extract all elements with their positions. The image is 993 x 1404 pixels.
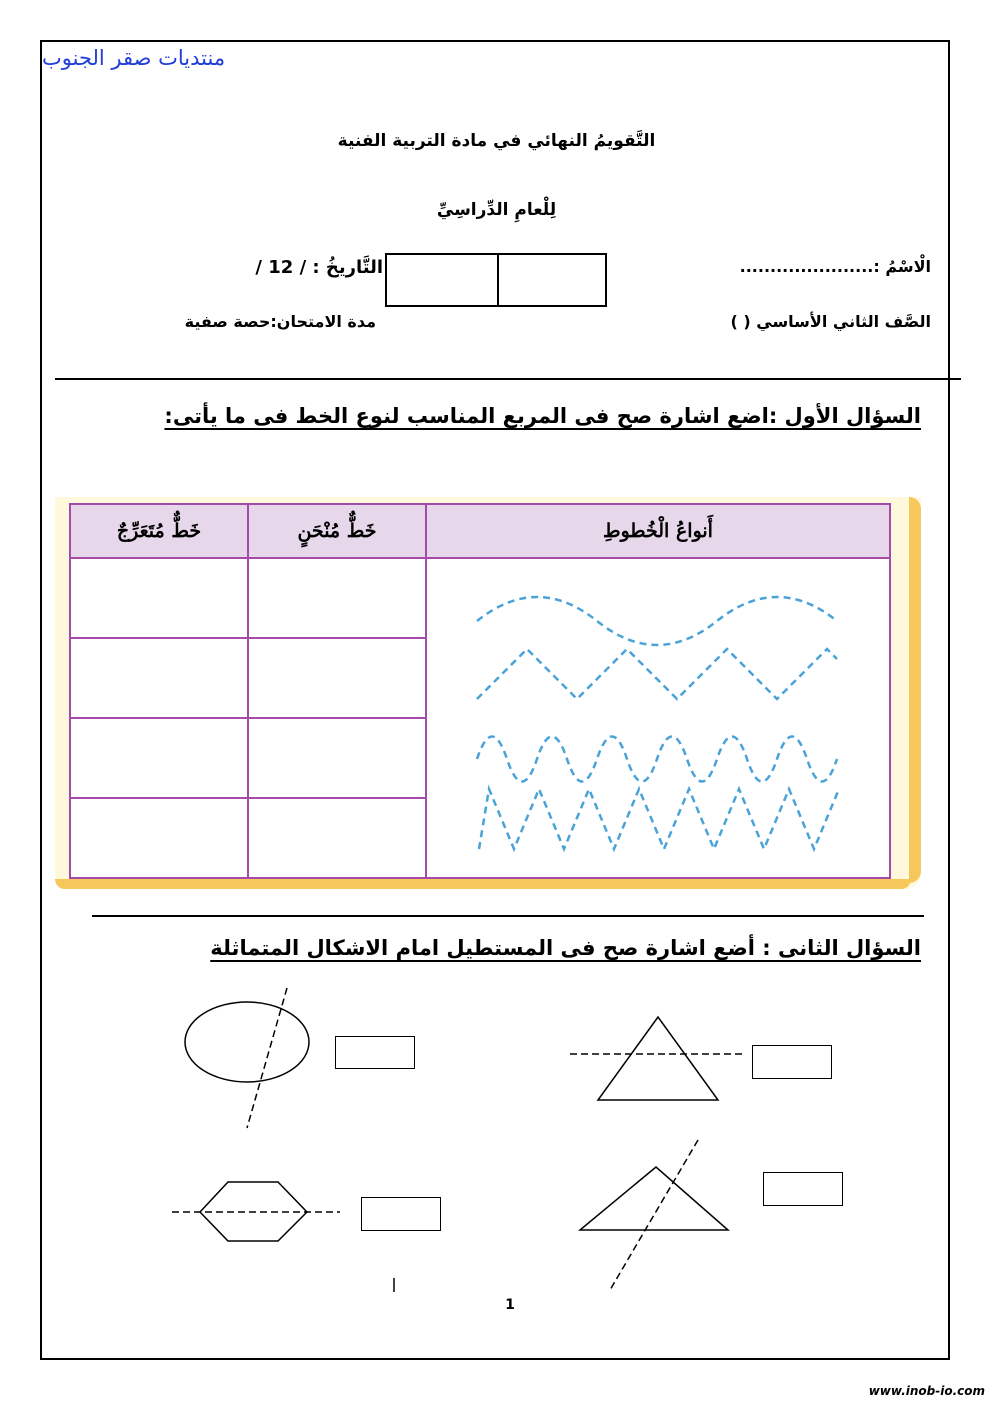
- line-samples-cell: [426, 558, 890, 878]
- date-boxes[interactable]: [385, 253, 607, 307]
- answer-box-triangle[interactable]: [752, 1045, 832, 1079]
- answer-cell-curved-3[interactable]: [248, 718, 426, 798]
- answer-cell-curved-1[interactable]: [248, 558, 426, 638]
- sample-zigzag-line: [477, 649, 837, 699]
- sample-small-wavy-line: [477, 737, 837, 782]
- obtuse-triangle-shape: [580, 1167, 728, 1230]
- exam-duration: مدة الامتحان:حصة صفية: [184, 312, 376, 331]
- answer-cell-zigzag-1[interactable]: [70, 558, 248, 638]
- answer-cell-zigzag-2[interactable]: [70, 638, 248, 718]
- header-curved-line: خَطٌّ مُنْحَنٍ: [248, 504, 426, 558]
- watermark-text: منتديات صقر الجنوب: [42, 46, 226, 70]
- academic-year: لِلْعامِ الدِّراسِيِّ: [436, 200, 557, 220]
- triangle-shape: [598, 1017, 718, 1100]
- ellipse-shape: [185, 1002, 309, 1082]
- grade-field: الصَّف الثاني الأساسي ( ): [730, 312, 931, 331]
- page-number: 1: [505, 1297, 515, 1313]
- answer-cell-curved-4[interactable]: [248, 798, 426, 878]
- symmetry-shapes: [160, 980, 860, 1300]
- line-samples-drawing: [427, 559, 889, 873]
- question-2-heading: السؤال الثانى : أضع اشارة صح فى المستطيل امام الاشكال المتماثلة: [210, 936, 921, 960]
- header-zigzag-line: خَطٌّ مُتَعَرِّجٌ: [70, 504, 248, 558]
- question-1-heading: السؤال الأول :اضع اشارة صح فى المربع المناسب لنوع الخط فى ما يأتى:: [164, 404, 921, 428]
- sample-wavy-line: [477, 597, 837, 645]
- answer-box-ellipse[interactable]: [335, 1036, 415, 1069]
- answer-box-obtuse-triangle[interactable]: [763, 1172, 843, 1206]
- divider-line: [55, 378, 961, 380]
- sample-sharp-zigzag-line: [479, 789, 839, 849]
- website-footer: www.inob-io.com: [868, 1384, 985, 1398]
- name-field[interactable]: الْاسْمُ :......................: [739, 257, 931, 276]
- answer-cell-curved-2[interactable]: [248, 638, 426, 718]
- obtuse-triangle-axis-dashed: [610, 1140, 698, 1290]
- line-types-table: [69, 503, 891, 879]
- answer-box-hexagon[interactable]: [361, 1197, 441, 1231]
- header-line-types: أَنواعُ الْخُطوطِ: [426, 504, 890, 558]
- exam-title: التَّقويمُ النهائي في مادة التربية الفنية: [337, 131, 656, 151]
- answer-cell-zigzag-4[interactable]: [70, 798, 248, 878]
- answer-cell-zigzag-3[interactable]: [70, 718, 248, 798]
- date-field: التَّاريخُ : / 12 /: [255, 257, 383, 278]
- divider-line-2: [92, 915, 924, 917]
